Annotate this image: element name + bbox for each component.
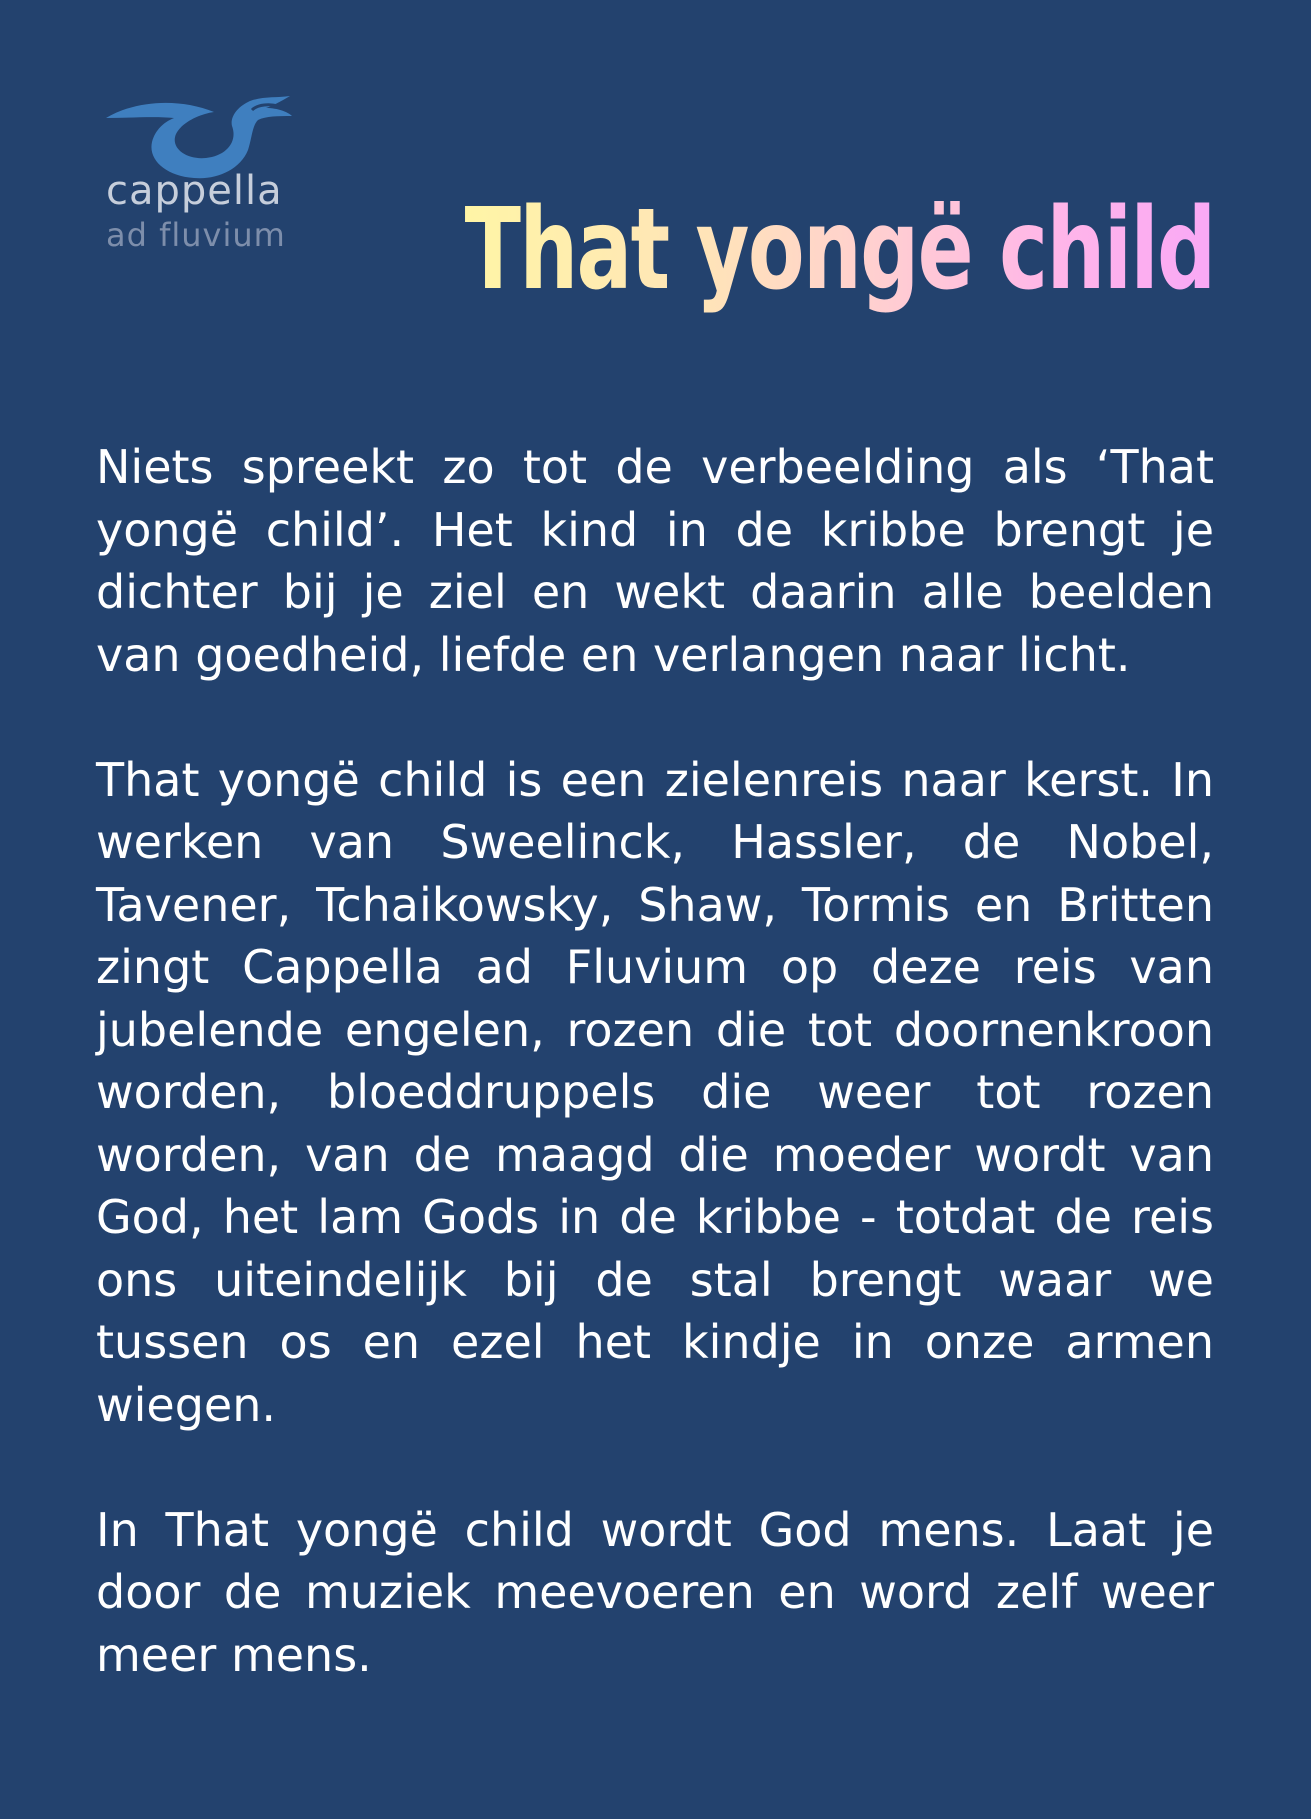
paragraph-intro: Niets spreekt zo tot de verbeelding als ‘That yongë child’. Het kind in de kribbe brengt je dichter bij je ziel en wekt daarin alle beelden van goedheid, liefde en verlangen naar licht.	[96, 440, 1214, 682]
page-title: That yongë child	[465, 185, 1215, 315]
cappella-logo	[100, 92, 300, 262]
body-text	[96, 436, 1214, 1686]
paragraph-closing: In That yongë child wordt God mens. Laat je door de muziek meevoeren en word zelf weer meer mens.	[96, 1502, 1214, 1682]
logo-wordmark-ad-fluvium: ad fluvium	[106, 216, 286, 254]
logo-wordmark-cappella: cappella	[106, 168, 283, 214]
paragraph-program: That yongë child is een zielenreis naar kerst. In werken van Sweelinck, Hassler, de Nobel, Tavener, Tchaikowsky, Shaw, Tormis en Britten zingt Cappella ad Fluvium op deze reis van jubelende engelen, rozen die tot doornenkroon worden, bloeddruppels die weer tot rozen worden, van de maagd die moeder wordt van God, het lam Gods in de kribbe - totdat de reis ons uiteindelijk bij de stal brengt waar we tussen os en ezel het kindje in onze armen wiegen.	[96, 752, 1214, 1432]
